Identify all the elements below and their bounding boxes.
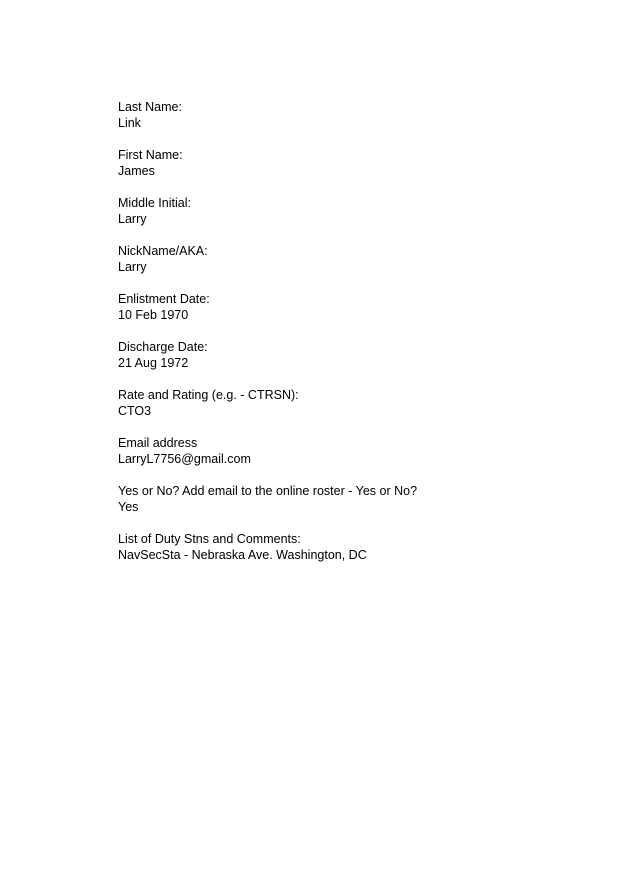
field-email bbox=[118, 435, 618, 467]
field-label: Middle Initial: bbox=[118, 196, 191, 210]
field-value: Larry bbox=[118, 260, 147, 274]
field-label: NickName/AKA: bbox=[118, 244, 208, 258]
field-label: Discharge Date: bbox=[118, 340, 208, 354]
field-first-name bbox=[118, 147, 618, 179]
field-duty-stations bbox=[118, 531, 618, 563]
field-label: Rate and Rating (e.g. - CTRSN): bbox=[118, 388, 299, 402]
field-label: Email address bbox=[118, 436, 198, 450]
field-value: Larry bbox=[118, 212, 147, 226]
field-last-name bbox=[118, 99, 618, 131]
field-label: List of Duty Stns and Comments: bbox=[118, 532, 301, 546]
field-value: 10 Feb 1970 bbox=[118, 308, 189, 322]
field-value: James bbox=[118, 164, 155, 178]
field-value: CTO3 bbox=[118, 404, 152, 418]
field-value: Link bbox=[118, 116, 141, 130]
field-value: LarryL7756@gmail.com bbox=[118, 452, 251, 466]
field-nickname bbox=[118, 243, 618, 275]
field-label: First Name: bbox=[118, 148, 183, 162]
field-label: Yes or No? Add email to the online roster - Yes or No? bbox=[118, 484, 418, 498]
field-roster-consent bbox=[118, 483, 618, 515]
field-value: Yes bbox=[118, 500, 139, 514]
field-middle-initial bbox=[118, 195, 618, 227]
field-value: NavSecSta - Nebraska Ave. Washington, DC bbox=[118, 548, 367, 562]
field-discharge-date bbox=[118, 339, 618, 371]
field-label: Last Name: bbox=[118, 100, 182, 114]
field-enlistment-date bbox=[118, 291, 618, 323]
field-value: 21 Aug 1972 bbox=[118, 356, 189, 370]
field-label: Enlistment Date: bbox=[118, 292, 210, 306]
form-document bbox=[118, 99, 618, 579]
field-rate-rating bbox=[118, 387, 618, 419]
